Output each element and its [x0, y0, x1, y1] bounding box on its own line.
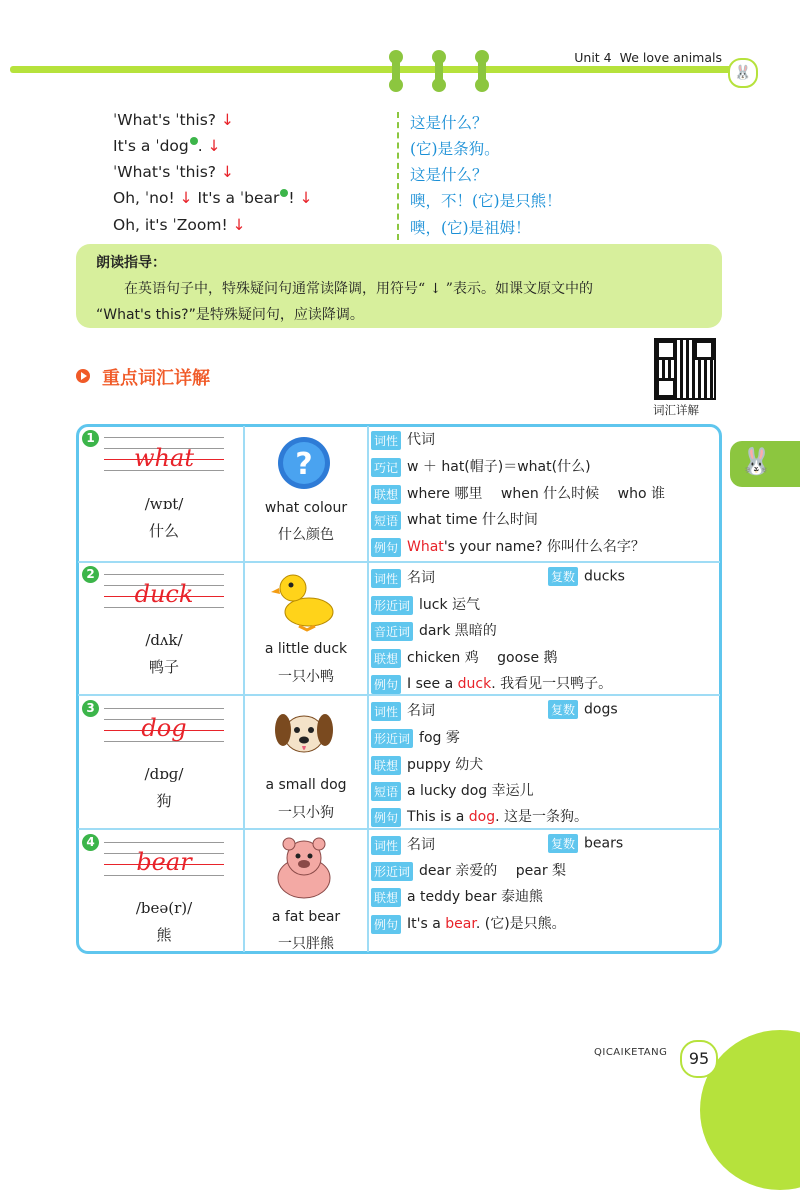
- picture-caption-cn: 什么颜色: [278, 527, 334, 543]
- dialogue-line-2-cn: (它)是条狗。: [410, 140, 500, 158]
- header-bar: [10, 66, 750, 73]
- info-row: 联想 chicken 鸡 goose 鹅: [371, 647, 558, 668]
- unit-header: Unit 4 We love animals: [574, 50, 722, 65]
- play-icon: [76, 369, 90, 383]
- picture-caption-cn: 一只胖熊: [278, 936, 334, 952]
- word-meaning: 什么: [148, 522, 179, 540]
- row-divider: [78, 561, 720, 563]
- info-row: 联想 where 哪里 when 什么时候 who 谁: [371, 483, 665, 504]
- picture-caption: what colour: [264, 500, 348, 516]
- info-row: 音近词 dark 黑暗的: [371, 620, 497, 641]
- info-row: 例句 I see a duck. 我看见一只鸭子。: [371, 673, 612, 694]
- dialogue-line-4-cn: 噢，不！(它)是只熊！: [410, 192, 562, 210]
- dialogue-line-2-en: It's a ˈdog . ↓: [113, 137, 221, 156]
- phonetic: /beə(r)/: [135, 899, 193, 917]
- word-meaning: 狗: [156, 792, 172, 810]
- binder-pin: [478, 54, 486, 88]
- word-dog: dog: [141, 714, 187, 742]
- dialogue-line-4-en: Oh, ˈno! ↓ It's a ˈbear ! ↓: [113, 189, 313, 208]
- info-row: 形近词 fog 雾: [371, 727, 460, 748]
- rabbit-logo-icon: 🐰: [728, 58, 758, 88]
- binder-pin: [435, 54, 443, 88]
- word-meaning: 熊: [156, 926, 172, 944]
- dialogue-line-5-cn: 噢，(它)是祖姆！: [410, 219, 531, 237]
- info-row: 短语 what time 什么时间: [371, 509, 538, 530]
- word-number: 4: [82, 834, 99, 851]
- info-row: 形近词 luck 运气: [371, 594, 480, 615]
- word-bear: bear: [136, 848, 192, 876]
- info-row: 联想 a teddy bear 泰迪熊: [371, 886, 543, 907]
- dialogue-line-1-cn: 这是什么？: [410, 114, 488, 132]
- info-row: 例句 This is a dog. 这是一条狗。: [371, 806, 588, 827]
- word-number: 2: [82, 566, 99, 583]
- info-row: 词性 名词: [371, 834, 435, 855]
- dialogue-line-3-en: ˈWhat's ˈthis? ↓: [113, 163, 234, 181]
- question-mark-icon: [244, 435, 364, 495]
- dialogue-line-1-en: ˈWhat's ˈthis? ↓: [113, 111, 234, 129]
- word-meaning: 鸭子: [148, 658, 179, 676]
- dog-icon: [244, 700, 364, 770]
- picture-caption-cn: 一只小鸭: [278, 669, 334, 685]
- info-row: 词性 代词: [371, 429, 435, 450]
- row-divider: [78, 828, 720, 830]
- svg-text:?: ?: [295, 447, 313, 482]
- info-row: 例句 What's your name? 你叫什么名字？: [371, 536, 645, 557]
- dialogue-line-5-en: Oh, it's ˈZoom! ↓: [113, 216, 246, 234]
- word-number: 3: [82, 700, 99, 717]
- picture-caption: a fat bear: [271, 909, 341, 925]
- info-row: 词性 名词: [371, 567, 435, 588]
- picture-caption: a little duck: [264, 641, 348, 657]
- plural-row: 复数 dogs: [548, 700, 618, 719]
- info-row: 形近词 dear 亲爱的 pear 梨: [371, 860, 566, 881]
- picture-caption-cn: 一只小狗: [278, 805, 334, 821]
- word-duck: duck: [134, 580, 194, 608]
- bear-icon: [244, 832, 364, 906]
- info-row: 联想 puppy 幼犬: [371, 754, 483, 775]
- picture-caption: a small dog: [265, 777, 347, 793]
- reading-guide-body: 在英语句子中，特殊疑问句通常读降调，用符号“ ↓ ”表示。如课文原文中的 “What's this?”是特殊疑问句，应读降调。: [96, 281, 593, 323]
- dialogue-line-3-cn: 这是什么？: [410, 166, 488, 184]
- word-number: 1: [82, 430, 99, 447]
- phonetic: /dʌk/: [145, 631, 183, 649]
- qr-code[interactable]: [654, 338, 716, 400]
- info-row: 短语 a lucky dog 幸运儿: [371, 780, 534, 801]
- section-title: 重点词汇详解: [102, 368, 210, 389]
- plural-row: 复数 bears: [548, 834, 623, 853]
- footer-brand: QICAIKETANG: [594, 1047, 668, 1058]
- footnote-3-icon: [190, 137, 198, 145]
- phonetic: /wɒt/: [144, 495, 184, 513]
- page-number: 95: [680, 1040, 718, 1078]
- row-divider: [78, 694, 720, 696]
- reading-guide-title: 朗读指导：: [96, 255, 166, 271]
- dialogue-divider: [397, 112, 399, 240]
- side-tab-rabbit-icon: 🐰: [730, 441, 800, 487]
- info-row: 巧记 w ＋ hat(帽子)＝what(什么): [371, 456, 591, 477]
- plural-row: 复数 ducks: [548, 567, 625, 586]
- binder-pin: [392, 54, 400, 88]
- qr-label: 词汇详解: [653, 403, 699, 417]
- info-row: 词性 名词: [371, 700, 435, 721]
- duck-icon: [244, 566, 364, 636]
- word-what: what: [134, 444, 194, 472]
- phonetic: /dɒɡ/: [144, 765, 184, 783]
- info-row: 例句 It's a bear. (它)是只熊。: [371, 913, 566, 934]
